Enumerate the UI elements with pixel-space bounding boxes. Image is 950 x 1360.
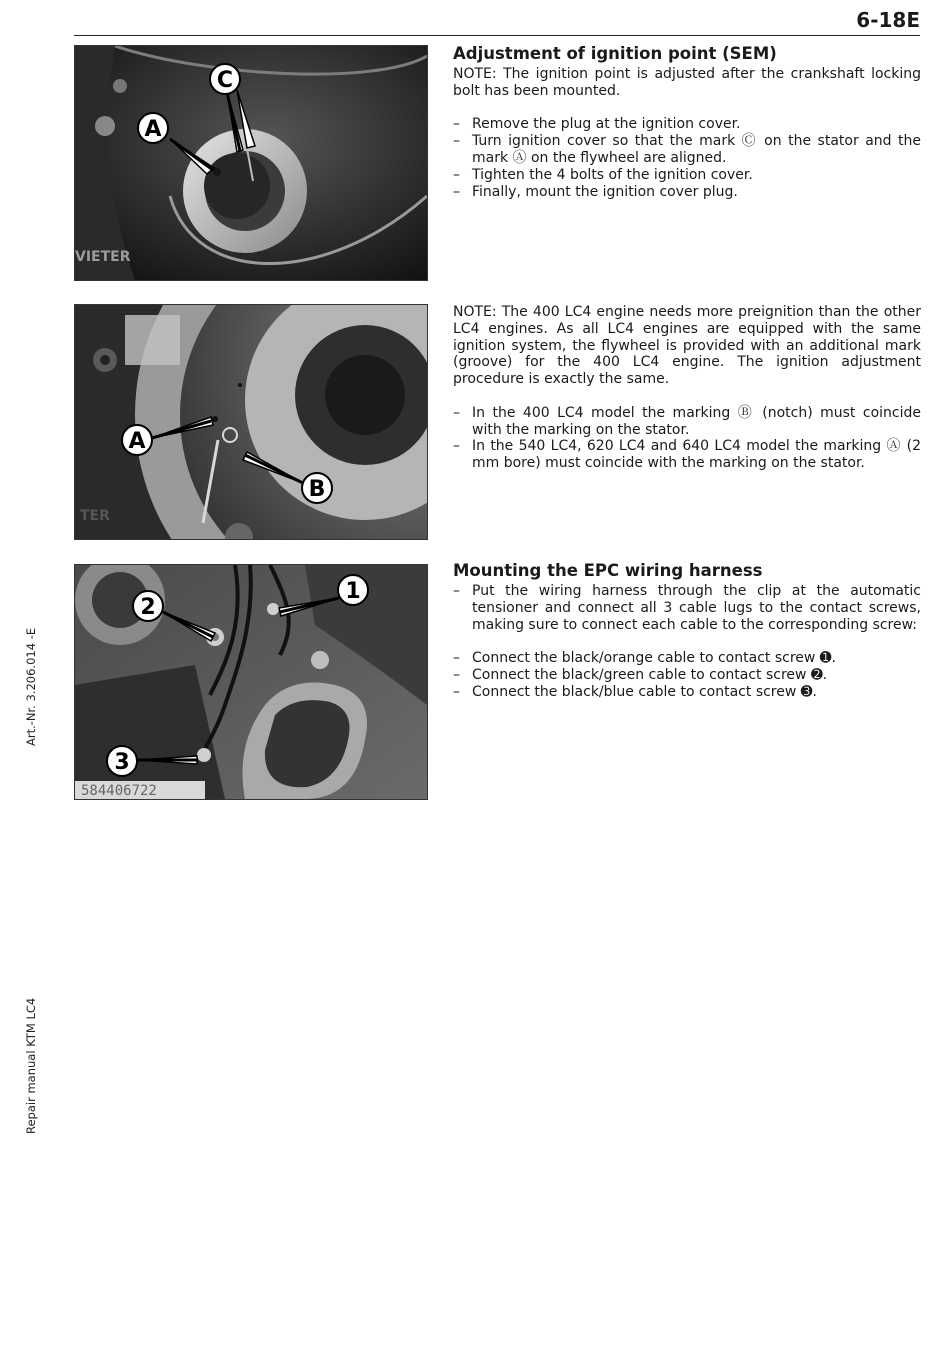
- section2-step: – In the 540 LC4, 620 LC4 and 640 LC4 model the marking Ⓐ (2 mm bore) must coincide with the marking on the stator.: [453, 438, 921, 472]
- photo2-label-b: B: [308, 477, 326, 502]
- photo-ignition-cover: [74, 45, 428, 281]
- photo1-label-c: C: [216, 68, 234, 93]
- section1-step: – Remove the plug at the ignition cover.: [453, 116, 921, 133]
- article-number: Art.-Nr. 3.206.014 -E: [24, 627, 38, 746]
- photo3-label-2: 2: [140, 595, 156, 620]
- section3-step: – Connect the black/green cable to contact screw ➋.: [453, 667, 921, 684]
- section1-steps: [453, 116, 921, 200]
- page-number: 6-18E: [856, 8, 920, 32]
- section1-title: Adjustment of ignition point (SEM): [453, 44, 777, 63]
- photo-epc-wiring-drawing: [75, 565, 427, 799]
- photo-ignition-cover-drawing: [75, 46, 427, 280]
- manual-title: Repair manual KTM LC4: [24, 997, 38, 1134]
- header-rule: [74, 35, 920, 36]
- section2-steps: [453, 405, 921, 472]
- section3-title: Mounting the EPC wiring harness: [453, 561, 763, 580]
- section2-step: – In the 400 LC4 model the marking Ⓑ (notch) must coincide with the marking on the stator.: [453, 405, 921, 439]
- section3-step: – Connect the black/orange cable to contact screw ➊.: [453, 650, 921, 667]
- photo1-label-a: A: [144, 117, 162, 142]
- photo1-engraving: VIETER: [75, 249, 131, 265]
- photo3-serial: 584406722: [81, 783, 157, 799]
- photo-flywheel-marks: [74, 304, 428, 540]
- section-preignition-note: [453, 304, 921, 472]
- photo-flywheel-marks-drawing: [75, 305, 427, 539]
- section3-intro: – Put the wiring harness through the clip at the automatic tensioner and connect all 3 cable lugs to the contact screws, making sure to connect each cable to the corresponding screw:: [453, 583, 921, 633]
- photo2-engraving: TER: [80, 508, 110, 524]
- section1-note: NOTE: The ignition point is adjusted after the crankshaft locking bolt has been mounted.: [453, 66, 921, 99]
- section3-intro-list: [453, 583, 921, 633]
- section-ignition-adjustment: [453, 44, 921, 200]
- section3-step: – Connect the black/blue cable to contact screw ➌.: [453, 684, 921, 701]
- photo3-label-3: 3: [114, 750, 130, 775]
- section2-note: NOTE: The 400 LC4 engine needs more preignition than the other LC4 engines. As all LC4 engines are equipped with the same ignition system, the flywheel is provided with an additional mark (groove) for the 400 LC4 engine. The ignition adjustment procedure is exactly the same.: [453, 304, 921, 388]
- photo2-label-a: A: [128, 429, 146, 454]
- section3-steps: [453, 650, 921, 700]
- section1-step: – Tighten the 4 bolts of the ignition cover.: [453, 167, 921, 184]
- photo3-label-1: 1: [345, 579, 361, 604]
- section1-step: – Finally, mount the ignition cover plug.: [453, 184, 921, 201]
- photo-epc-wiring: [74, 564, 428, 800]
- section-epc-wiring: [453, 561, 921, 701]
- section1-step: – Turn ignition cover so that the mark Ⓒ on the stator and the mark Ⓐ on the flywheel are aligned.: [453, 133, 921, 167]
